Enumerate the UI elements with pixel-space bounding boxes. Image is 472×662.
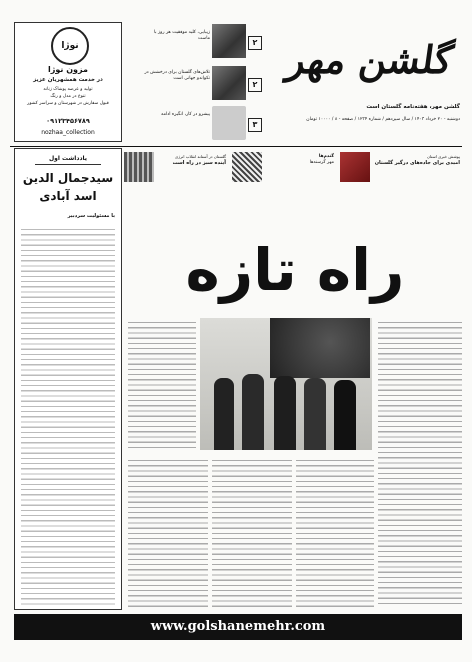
masthead-logo: گلشن مهر bbox=[284, 37, 457, 82]
body-column-bottom-3 bbox=[296, 456, 374, 608]
ad-brand: مزون نوژا bbox=[48, 65, 88, 74]
photo-person-4 bbox=[304, 378, 326, 450]
teaser-2 bbox=[142, 64, 262, 104]
teaser-1 bbox=[142, 22, 262, 62]
footer-bar bbox=[14, 614, 462, 640]
strip-item-1 bbox=[340, 150, 462, 186]
teaser-1-text: زیبایی، کلید موفقیت هر روز با ماست bbox=[153, 30, 210, 41]
column-body-text bbox=[21, 225, 115, 605]
teaser-3 bbox=[142, 104, 262, 144]
strip-photo-1 bbox=[340, 152, 370, 182]
strip-text-2: مهر گرسنه‌ها bbox=[309, 160, 334, 165]
strip-title-3: گلستان در آستانه انقلاب انرژی bbox=[175, 154, 226, 159]
photo-person-2 bbox=[242, 374, 264, 450]
teaser-3-photo bbox=[212, 106, 246, 140]
headline: راه تازه bbox=[185, 236, 405, 304]
teaser-2-text: تلاش‌های گلستان برای درخشش در تکواندو جهانی است bbox=[144, 70, 210, 81]
column-role: با مسئولیت سردبیر bbox=[67, 213, 115, 219]
photo-person-5 bbox=[334, 380, 356, 450]
teaser-1-photo bbox=[212, 24, 246, 58]
column-author: سیدجمال الدین اسد آبادی bbox=[22, 171, 114, 203]
body-column-right bbox=[378, 318, 462, 608]
photo-flag bbox=[270, 318, 370, 378]
strip-item-2 bbox=[232, 150, 336, 186]
footer-url[interactable]: www.golshanemehr.com bbox=[150, 619, 326, 634]
strip-item-3 bbox=[124, 150, 228, 186]
masthead-subtitle: گلشن مهر، هفته‌نامه گلستان است bbox=[366, 104, 460, 110]
teaser-2-photo bbox=[212, 66, 246, 100]
ad-tagline: در خدمت همشهریان عزیز bbox=[33, 77, 103, 83]
strip-title-1: پوشش خبری استان bbox=[426, 154, 460, 159]
teaser-1-num: ۲ bbox=[248, 36, 262, 50]
ad-instagram: nozhaa_collection bbox=[41, 129, 95, 136]
main-photo bbox=[200, 318, 372, 450]
teaser-3-text: پیشرو در کار، انگیزه ادامه bbox=[161, 112, 210, 117]
nozha-logo: نوژا bbox=[51, 27, 89, 65]
ad-line-3: قبول سفارش در شهرستان و سراسر کشور bbox=[27, 101, 109, 106]
ad-line-1: تولید و عرضه پوشاک زنانه bbox=[43, 87, 93, 92]
ad-box bbox=[14, 22, 122, 142]
strip-photo-2 bbox=[232, 152, 262, 182]
strip-photo-3 bbox=[124, 152, 154, 182]
teaser-3-num: ۳ bbox=[248, 118, 262, 132]
strip-text-3: آینده سبز در راه است bbox=[172, 160, 226, 166]
photo-person-1 bbox=[214, 378, 234, 450]
body-column-bottom-1 bbox=[128, 456, 208, 608]
ad-phone: ۰۹۱۲۳۴۵۶۷۸۹ bbox=[46, 117, 90, 125]
body-column-left bbox=[128, 318, 196, 450]
column-label: یادداشت اول bbox=[35, 155, 101, 165]
strip-text-1: امیدی برای جاده‌های درگیر گلستان bbox=[374, 160, 460, 166]
masthead-rule bbox=[10, 146, 462, 147]
issue-line: دوشنبه - ۲۰ خرداد ۱۴۰۳ / سال سیزدهم / شماره ۱۲۳۴ / صفحه - ۸ / ۱۰۰۰۰ تومان bbox=[306, 117, 460, 122]
body-column-bottom-2 bbox=[212, 456, 292, 608]
ad-line-2: تنوع در مدل و رنگ bbox=[50, 94, 86, 99]
photo-person-3 bbox=[274, 376, 296, 450]
teaser-2-num: ۲ bbox=[248, 78, 262, 92]
editorial-column bbox=[14, 148, 122, 610]
strip-title-2: گندم‌ها bbox=[318, 154, 334, 159]
